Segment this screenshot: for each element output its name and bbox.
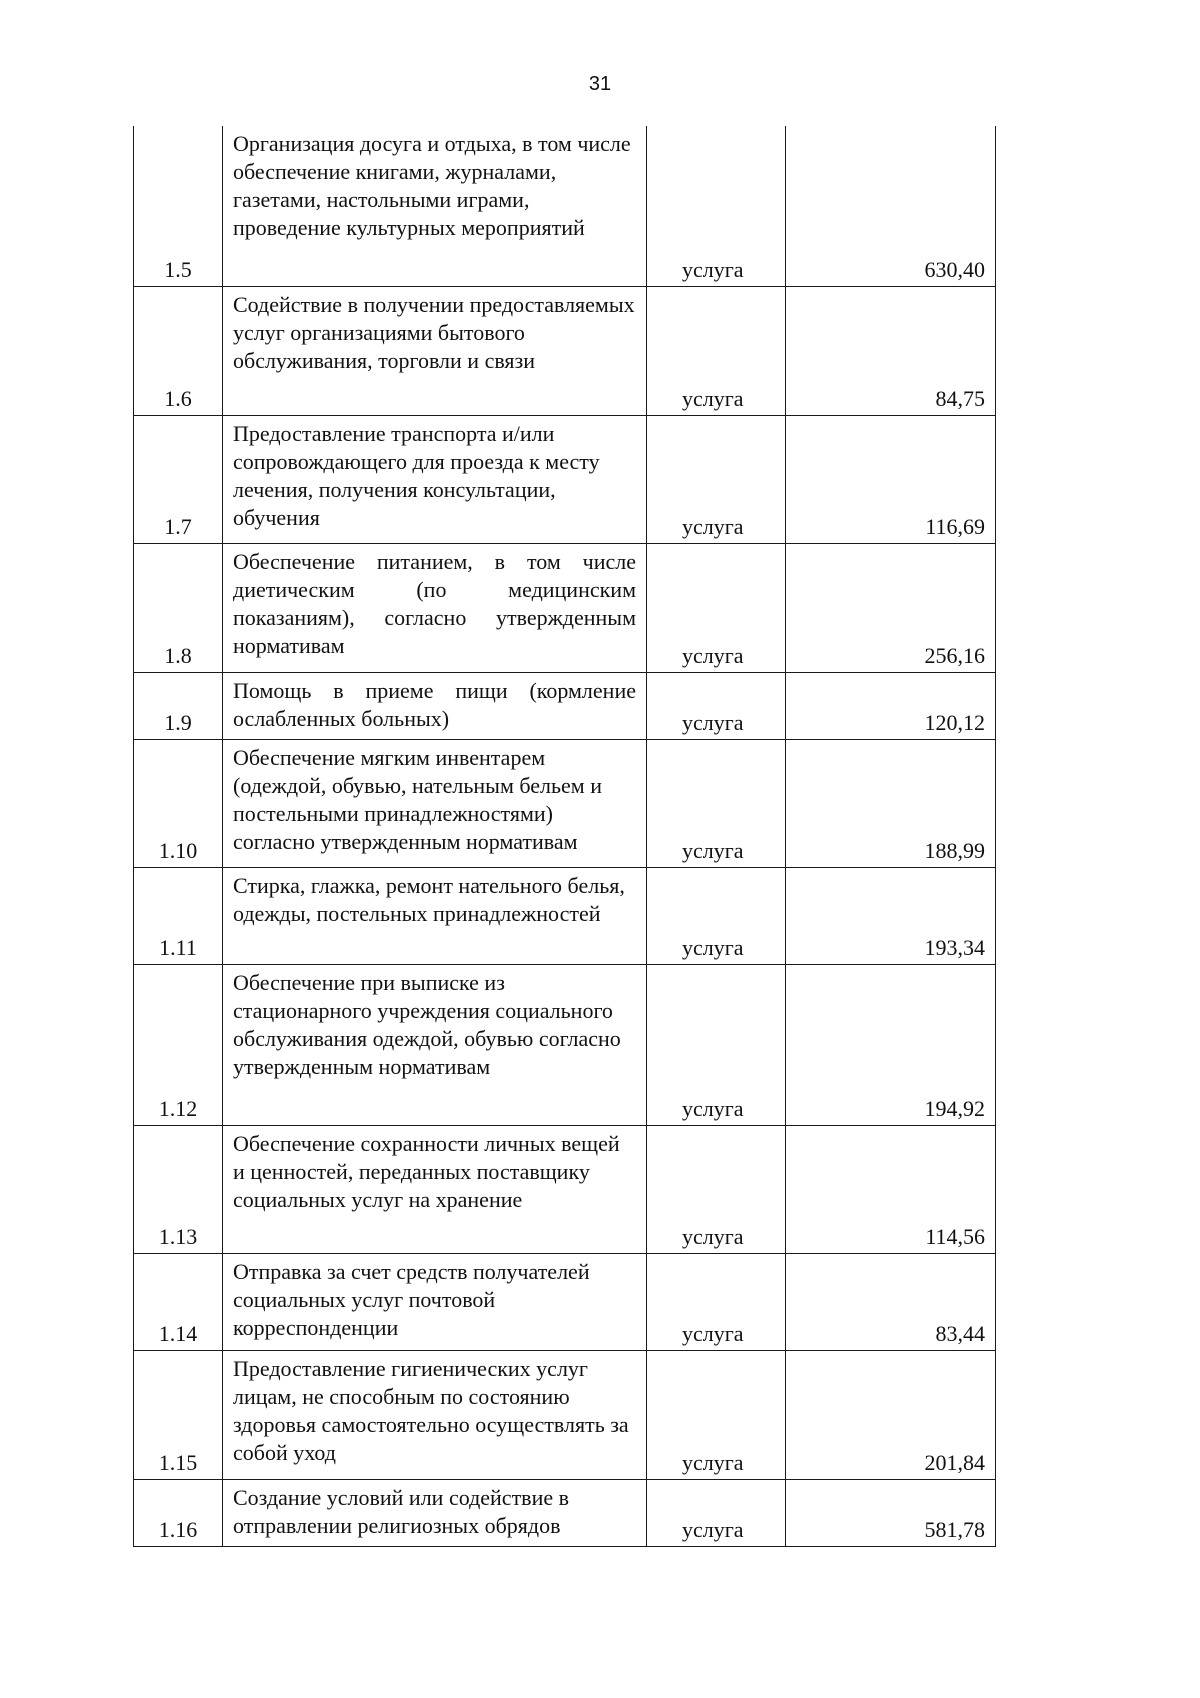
row-number: 1.15: [134, 1350, 223, 1479]
row-number: 1.10: [134, 739, 223, 867]
unit-of-measure: услуга: [647, 286, 786, 415]
row-number: 1.11: [134, 867, 223, 964]
service-name: Помощь в приеме пищи (кормление ослабленных больных): [223, 672, 647, 739]
row-number: 1.13: [134, 1125, 223, 1253]
tariff-table-wrapper: [133, 126, 995, 1547]
service-price: 256,16: [786, 543, 996, 672]
unit-of-measure: услуга: [647, 672, 786, 739]
service-name: Обеспечение сохранности личных вещей и ценностей, переданных поставщику социальных услуг на хранение: [223, 1125, 647, 1253]
service-price: 630,40: [786, 126, 996, 286]
unit-of-measure: услуга: [647, 867, 786, 964]
table-row: [134, 126, 996, 286]
unit-of-measure: услуга: [647, 1125, 786, 1253]
table-row: [134, 1479, 996, 1546]
service-price: 201,84: [786, 1350, 996, 1479]
service-price: 188,99: [786, 739, 996, 867]
service-name: Обеспечение питанием, в том числе диетическим (по медицинским показаниям), согласно утвержденным нормативам: [223, 543, 647, 672]
service-name: Стирка, глажка, ремонт нательного белья, одежды, постельных принадлежностей: [223, 867, 647, 964]
service-price: 83,44: [786, 1253, 996, 1350]
row-number: 1.14: [134, 1253, 223, 1350]
unit-of-measure: услуга: [647, 739, 786, 867]
service-name: Предоставление гигиенических услуг лицам, не способным по состоянию здоровья самостоятельно осуществлять за собой уход: [223, 1350, 647, 1479]
unit-of-measure: услуга: [647, 1350, 786, 1479]
service-price: 116,69: [786, 415, 996, 543]
table-row: [134, 867, 996, 964]
service-price: 114,56: [786, 1125, 996, 1253]
unit-of-measure: услуга: [647, 543, 786, 672]
table-row: [134, 1125, 996, 1253]
table-row: [134, 543, 996, 672]
unit-of-measure: услуга: [647, 1253, 786, 1350]
unit-of-measure: услуга: [647, 1479, 786, 1546]
table-row: [134, 1253, 996, 1350]
unit-of-measure: услуга: [647, 415, 786, 543]
service-name: Обеспечение при выписке из стационарного учреждения социального обслуживания одеждой, обувью согласно утвержденным нормативам: [223, 964, 647, 1125]
tariff-table: [133, 126, 996, 1547]
row-number: 1.8: [134, 543, 223, 672]
service-name: Содействие в получении предоставляемых услуг организациями бытового обслуживания, торговли и связи: [223, 286, 647, 415]
service-price: 581,78: [786, 1479, 996, 1546]
service-name: Организация досуга и отдыха, в том числе обеспечение книгами, журналами, газетами, настольными играми, проведение культурных мероприятий: [223, 126, 647, 286]
row-number: 1.16: [134, 1479, 223, 1546]
service-price: 194,92: [786, 964, 996, 1125]
service-name: Предоставление транспорта и/или сопровождающего для проезда к месту лечения, получения консультации, обучения: [223, 415, 647, 543]
table-row: [134, 964, 996, 1125]
unit-of-measure: услуга: [647, 964, 786, 1125]
service-price: 84,75: [786, 286, 996, 415]
service-name: Обеспечение мягким инвентарем (одеждой, обувью, нательным бельем и постельными принадлежностями) согласно утвержденным нормативам: [223, 739, 647, 867]
row-number: 1.12: [134, 964, 223, 1125]
service-name: Отправка за счет средств получателей социальных услуг почтовой корреспонденции: [223, 1253, 647, 1350]
table-row: [134, 286, 996, 415]
table-row: [134, 739, 996, 867]
table-row: [134, 415, 996, 543]
row-number: 1.6: [134, 286, 223, 415]
row-number: 1.9: [134, 672, 223, 739]
service-name: Создание условий или содействие в отправлении религиозных обрядов: [223, 1479, 647, 1546]
unit-of-measure: услуга: [647, 126, 786, 286]
page-number: 31: [588, 73, 612, 95]
service-price: 120,12: [786, 672, 996, 739]
service-price: 193,34: [786, 867, 996, 964]
row-number: 1.5: [134, 126, 223, 286]
table-row: [134, 672, 996, 739]
table-row: [134, 1350, 996, 1479]
row-number: 1.7: [134, 415, 223, 543]
